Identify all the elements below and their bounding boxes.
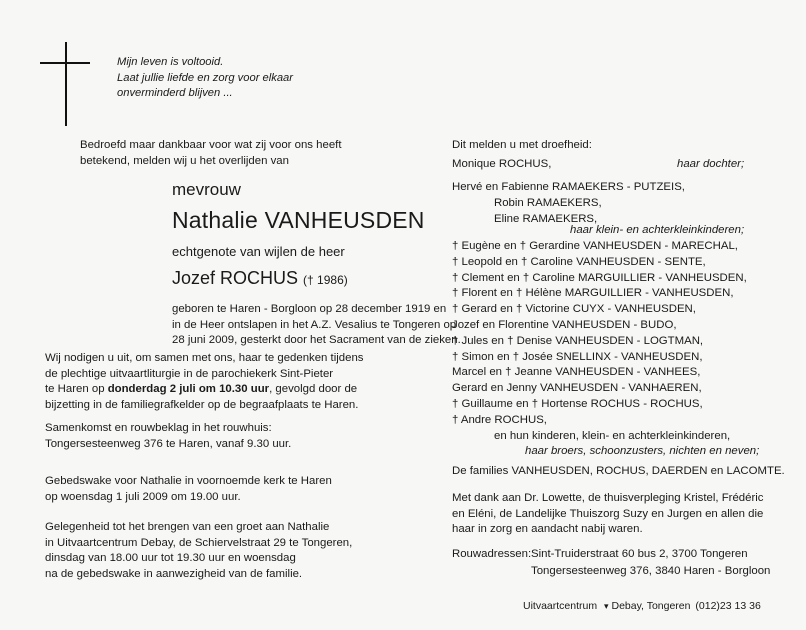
gathering-line: Samenkomst en rouwbeklag in het rouwhuis: [45, 422, 272, 434]
birth-death-line: 28 juni 2009, gesterkt door het Sacrament van de zieken. [172, 334, 461, 346]
sibling-line: † Jules en † Denise VANHEUSDEN - LOGTMAN, [452, 334, 704, 347]
footer-phone: (012)23 13 36 [695, 600, 761, 612]
sibling-line: † Eugène en † Gerardine VANHEUSDEN - MARECHAL, [452, 240, 738, 252]
invite-line: bijzetting in de familiegrafkelder op de begraafplaats te Haren. [45, 398, 359, 411]
announce-label: Dit melden u met droefheid: [452, 139, 592, 151]
grandchild-line: Eline RAMAEKERS, [494, 213, 598, 225]
sibling-line: † Simon en † Josée SNELLINX - VANHEUSDEN, [452, 350, 703, 363]
mourning-address: Sint-Truiderstraat 60 bus 2, 3700 Tongeren [531, 548, 748, 560]
birth-death [172, 302, 461, 349]
siblings-children: en hun kinderen, klein- en achterkleinkinderen, [494, 430, 731, 442]
footer [523, 600, 761, 612]
invite-line: de plechtige uitvaartliturgie in de parochiekerk Sint-Pieter [45, 367, 334, 380]
thanks [452, 491, 764, 538]
thanks-line: Met dank aan Dr. Lowette, de thuisverpleging Kristel, Frédéric [452, 492, 764, 504]
title: mevrouw [172, 180, 241, 199]
spouse-name: Jozef ROCHUS [172, 268, 299, 288]
farewell-line: Gelegenheid tot het brengen van een groet aan Nathalie [45, 521, 330, 533]
sibling-line: Gerard en Jenny VANHEUSDEN - VANHAEREN, [452, 382, 702, 395]
mourning-address: Tongersesteenweg 376, 3840 Haren - Borgloon [531, 565, 771, 577]
invite-line: Wij nodigen u uit, om samen met ons, haar te gedenken tijdens [45, 352, 364, 364]
invitation [45, 351, 364, 413]
invite-line: te Haren op donderdag 2 juli om 10.30 uur, gevolgd door de [45, 383, 358, 395]
sibling-line: † Leopold en † Caroline VANHEUSDEN - SENTE, [452, 255, 706, 268]
daughter-name: Monique ROCHUS, [452, 158, 552, 170]
thanks-line: en Eléni, de Landelijke Thuiszorg Suzy en Jurgen en allen die [452, 507, 764, 520]
vigil-line: op woensdag 1 juli 2009 om 19.00 uur. [45, 490, 241, 503]
siblings-list [452, 239, 747, 429]
farewell-line: in Uitvaartcentrum Debay, de Schiervelstraat 29 te Tongeren, [45, 536, 353, 549]
sibling-line: Marcel en † Jeanne VANHEUSDEN - VANHEES, [452, 366, 701, 379]
verse-line: Laat jullie liefde en zorg voor elkaar [117, 71, 293, 84]
sibling-line: † Clement en † Caroline MARGUILLIER - VANHEUSDEN, [452, 271, 747, 284]
spouse [172, 268, 348, 289]
farewell [45, 520, 352, 582]
sibling-line: † Gerard en † Victorine CUYX - VANHEUSDEN, [452, 303, 696, 316]
cross-icon [65, 42, 67, 126]
verse [117, 55, 293, 102]
intro [80, 138, 342, 169]
verse-line: Mijn leven is voltooid. [117, 56, 224, 68]
siblings-role: haar broers, schoonzusters, nichten en neven; [525, 445, 760, 457]
birth-death-line: in de Heer ontslapen in het A.Z. Vesalius te Tongeren op [172, 318, 457, 331]
intro-line: Bedroefd maar dankbaar voor wat zij voor ons heeft [80, 139, 342, 151]
vigil [45, 474, 332, 505]
debay-logo-icon: ▾ [604, 601, 609, 611]
footer-funeral-home: Debay, Tongeren [611, 600, 691, 612]
grandchild-line: Hervé en Fabienne RAMAEKERS - PUTZEIS, [452, 181, 685, 193]
grandchildren-role: haar klein- en achterkleinkinderen; [570, 224, 745, 236]
gathering-line: Tongersesteenweg 376 te Haren, vanaf 9.30 uur. [45, 437, 292, 450]
deceased-name: Nathalie VANHEUSDEN [172, 207, 425, 233]
sibling-line: † Guillaume en † Hortense ROCHUS - ROCHUS, [452, 397, 703, 410]
sibling-line: † Florent en † Hélène MARGUILLIER - VANHEUSDEN, [452, 287, 734, 300]
spouse-death: († 1986) [303, 273, 348, 287]
sibling-line: Jozef en Florentine VANHEUSDEN - BUDO, [452, 318, 677, 331]
cross-icon-bar [40, 62, 90, 64]
intro-line: betekend, melden wij u het overlijden van [80, 154, 289, 167]
farewell-line: dinsdag van 18.00 uur tot 19.30 uur en woensdag [45, 552, 296, 564]
daughter-role: haar dochter; [677, 158, 745, 170]
families: De families VANHEUSDEN, ROCHUS, DAERDEN en LACOMTE. [452, 465, 785, 477]
footer-center: Uitvaartcentrum [523, 600, 598, 612]
verse-line: onverminderd blijven ... [117, 87, 233, 99]
funeral-date: donderdag 2 juli om 10.30 uur [107, 383, 270, 395]
gathering [45, 421, 291, 452]
mourning-label: Rouwadressen: [452, 548, 532, 560]
farewell-line: na de gebedswake in aanwezigheid van de familie. [45, 567, 303, 580]
spouse-label: echtgenote van wijlen de heer [172, 244, 345, 259]
birth-death-line: geboren te Haren - Borgloon op 28 december 1919 en [172, 303, 447, 315]
sibling-line: † Andre ROCHUS, [452, 413, 547, 426]
thanks-line: haar in zorg en aandacht nabij waren. [452, 523, 643, 535]
grandchild-line: Robin RAMAEKERS, [494, 197, 602, 209]
vigil-line: Gebedswake voor Nathalie in voornoemde kerk te Haren [45, 475, 332, 487]
